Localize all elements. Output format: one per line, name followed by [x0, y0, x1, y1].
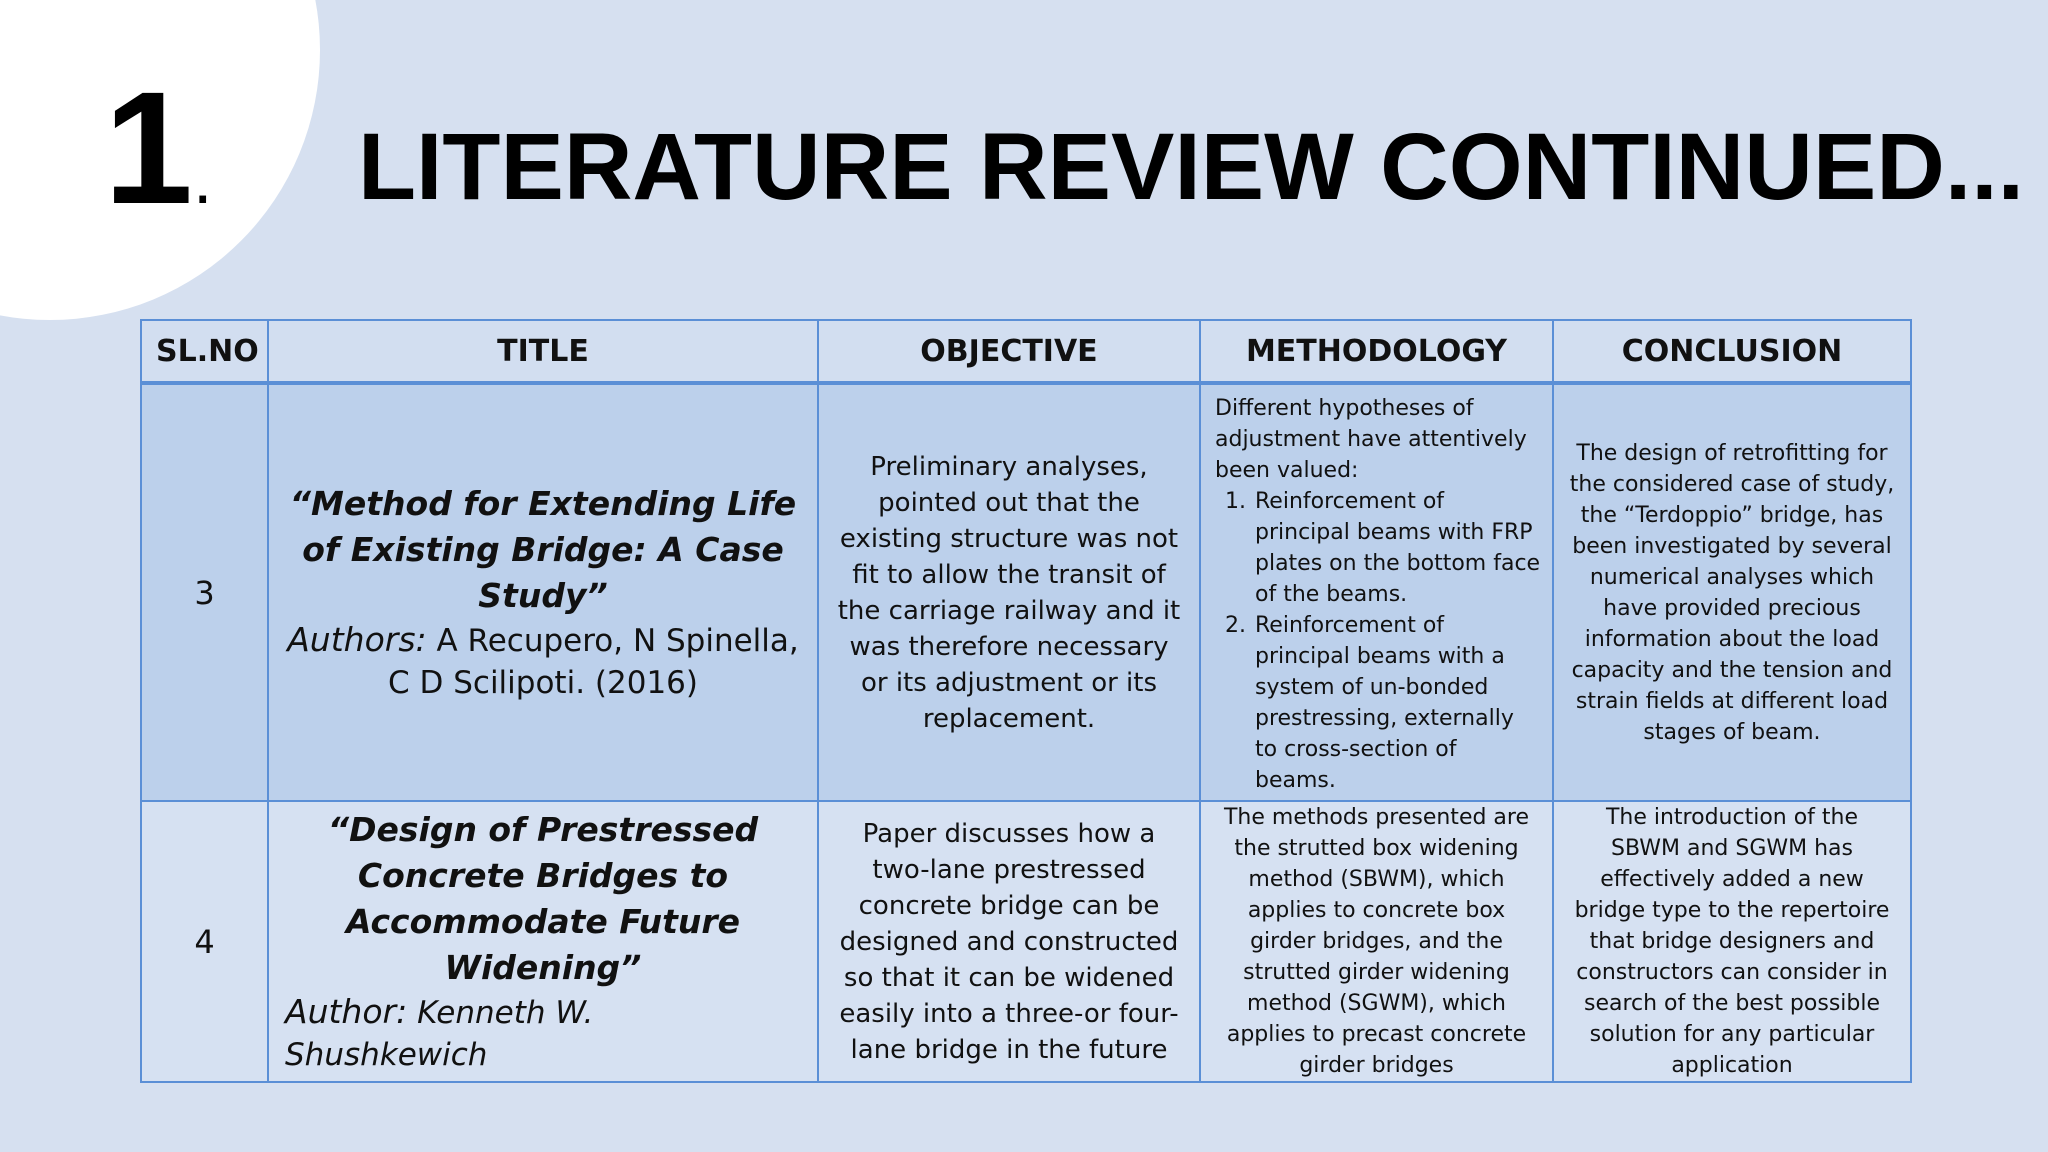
authors-names: Kenneth W. Shushkewich	[285, 995, 594, 1073]
header-conclusion: CONCLUSION	[1553, 320, 1911, 383]
cell-methodology: The methods presented are the strutted box widening method (SBWM), which applies to concrete box girder bridges, and the strutted girder widening method (SGWM), which applies to precast concrete girder bridges	[1200, 801, 1553, 1082]
authors-label: Authors:	[287, 620, 427, 659]
cell-slno: 4	[141, 801, 268, 1082]
header-objective: OBJECTIVE	[818, 320, 1200, 383]
cell-slno: 3	[141, 383, 268, 801]
slide-title: LITERATURE REVIEW CONTINUED...	[358, 114, 2025, 220]
cell-title	[268, 801, 818, 1082]
literature-review-table	[140, 319, 1912, 1083]
cell-objective: Paper discusses how a two-lane prestressed concrete bridge can be designed and constructed so that it can be widened easily into a three-or four- lane bridge in the future	[818, 801, 1200, 1082]
cell-conclusion: The introduction of the SBWM and SGWM has effectively added a new bridge type to the repertoire that bridge designers and constructors can consider in search of the best possible solution for any particular application	[1553, 801, 1911, 1082]
paper-title: “Design of Prestressed Concrete Bridges to Accommodate Future Widening”	[327, 810, 759, 987]
slide-number: 1.	[104, 58, 213, 237]
cell-conclusion: The design of retrofitting for the considered case of study, the “Terdoppio” bridge, has been investigated by several numerical analyses which have provided precious information about the load capacity and the tension and strain fields at different load stages of beam.	[1553, 383, 1911, 801]
header-methodology: METHODOLOGY	[1200, 320, 1553, 383]
paper-title: “Method for Extending Life of Existing Bridge: A Case Study”	[289, 484, 797, 615]
methodology-list	[1215, 486, 1542, 796]
list-item: 2. Reinforcement of principal beams with a system of un-bonded prestressing, externally to cross-section of beams.	[1253, 610, 1542, 796]
authors-names: A Recupero, N Spinella, C D Scilipoti. (2016)	[388, 623, 799, 701]
cell-objective: Preliminary analyses, pointed out that the existing structure was not fit to allow the transit of the carriage railway and it was therefore necessary or its adjustment or its replacement.	[818, 383, 1200, 801]
table-row	[141, 383, 1911, 801]
table-header-row	[141, 320, 1911, 383]
table-row	[141, 801, 1911, 1082]
paper-authors	[283, 619, 803, 704]
list-item: 1. Reinforcement of principal beams with FRP plates on the bottom face of the beams.	[1253, 486, 1542, 610]
cell-methodology	[1200, 383, 1553, 801]
cell-title	[268, 383, 818, 801]
header-slno: SL.NO	[141, 320, 268, 383]
authors-label: Author:	[285, 992, 408, 1031]
header-title: TITLE	[268, 320, 818, 383]
paper-authors	[283, 991, 803, 1076]
methodology-intro: Different hypotheses of adjustment have attentively been valued:	[1215, 396, 1527, 483]
